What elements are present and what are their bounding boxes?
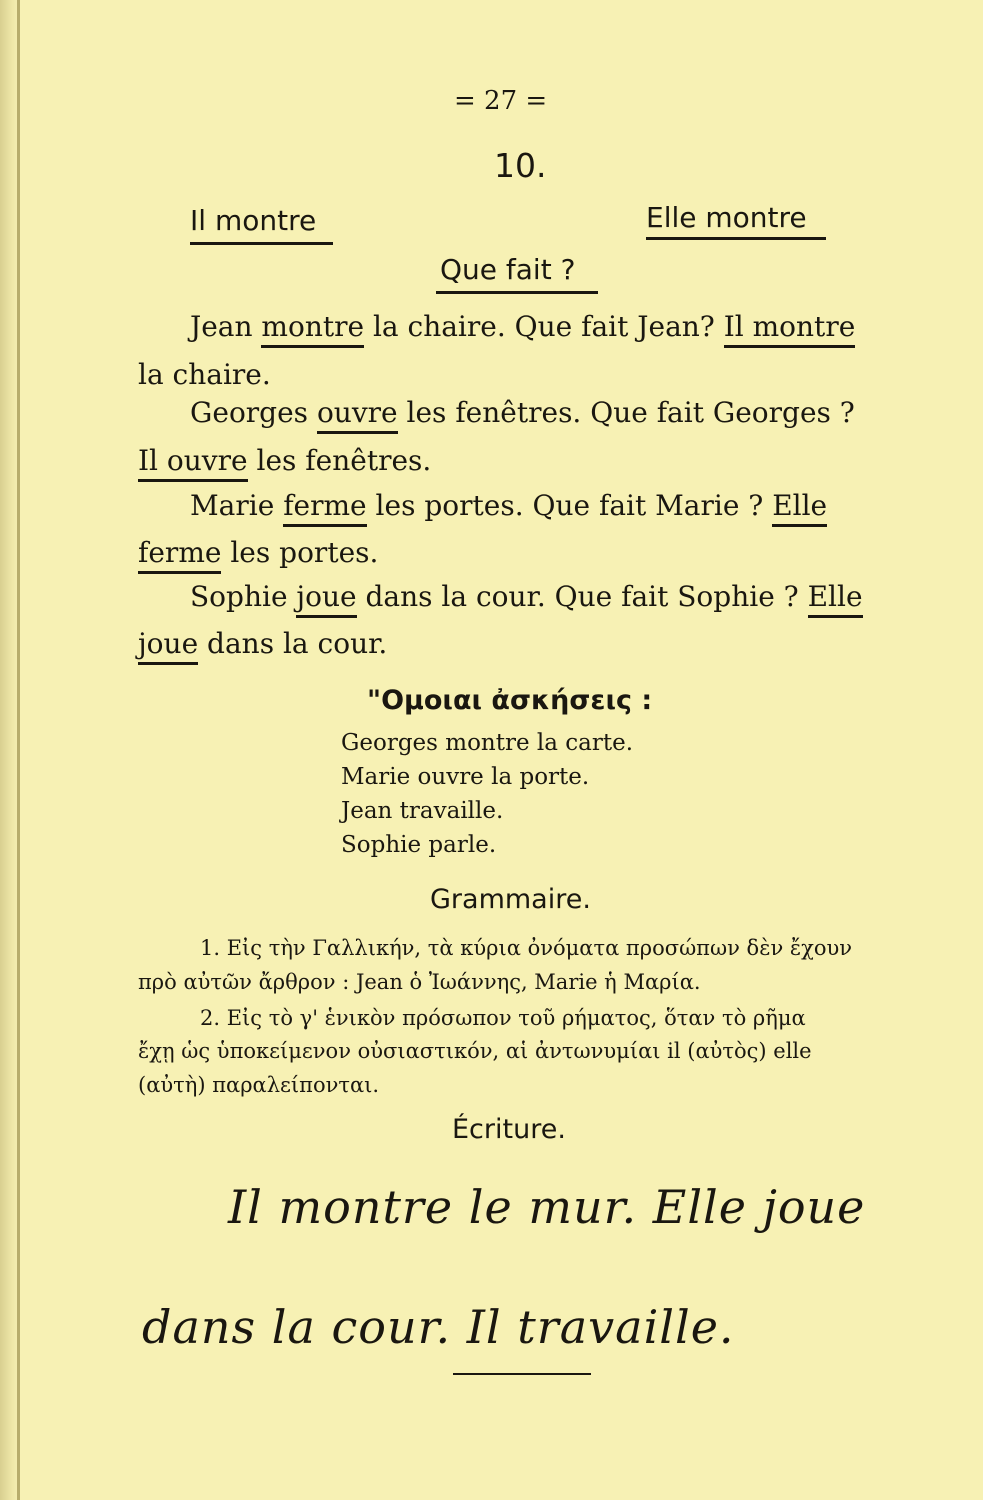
text-span: dans la cour. Que fait Sophie ?	[356, 580, 808, 613]
grammar-rule-1-line-2: πρὸ αὐτῶν ἄρθρον : Jean ὁ Ἰωάννης, Marie ἡ Μαρία.	[138, 970, 701, 994]
grammar-rule-2-line-1: 2. Εἰς τὸ γ' ἑνικὸν πρόσωπον τοῦ ρήματος, ὅταν τὸ ρῆμα	[200, 1006, 806, 1030]
heading-elle-montre-rule	[646, 237, 826, 240]
heading-il-montre-rule	[190, 242, 333, 245]
page-number: = 27 =	[454, 86, 548, 116]
text-span: Jean	[190, 310, 262, 343]
exercise-line-2: Marie ouvre la porte.	[341, 764, 590, 790]
underlined-answer: Il montre	[724, 310, 856, 348]
underlined-answer: joue	[138, 627, 198, 665]
text-span: les portes. Que fait Marie ?	[366, 489, 773, 522]
paragraph-4-line-1	[190, 580, 863, 613]
grammar-rule-2-line-2: ἔχῃ ὡς ὑποκείμενον οὐσιαστικόν, αἱ ἀντωνυμίαι il (αὐτὸς) elle	[138, 1039, 812, 1063]
text-span: Marie	[190, 489, 284, 522]
heading-elle-montre: Elle montre	[646, 201, 807, 234]
grammar-rule-2-line-3: (αὐτὴ) παραλείπονται.	[138, 1073, 380, 1097]
heading-que-fait: Que fait ?	[440, 253, 576, 286]
underlined-verb: ouvre	[317, 396, 398, 434]
exercise-line-4: Sophie parle.	[341, 832, 497, 858]
lesson-number: 10.	[494, 146, 547, 185]
text-span: les fenêtres.	[247, 444, 432, 477]
cursive-line-2: dans la cour. Il travaille.	[142, 1300, 735, 1354]
paragraph-2-line-2	[138, 444, 431, 477]
closing-rule	[453, 1373, 591, 1375]
paragraph-1-line-1	[190, 310, 855, 343]
text-span: les portes.	[221, 536, 379, 569]
underlined-answer: ferme	[138, 536, 221, 574]
text-span: Georges	[190, 396, 317, 429]
text-span: la chaire. Que fait Jean?	[364, 310, 724, 343]
paragraph-1-line-2: la chaire.	[138, 358, 271, 391]
paragraph-3-line-1	[190, 489, 827, 522]
grammar-title: Grammaire.	[430, 884, 591, 915]
text-span: Sophie	[190, 580, 297, 613]
underlined-answer: Il ouvre	[138, 444, 248, 482]
heading-il-montre: Il montre	[190, 204, 317, 237]
text-span: les fenêtres. Que fait Georges ?	[397, 396, 855, 429]
writing-title: Écriture.	[452, 1114, 566, 1145]
underlined-verb: montre	[261, 310, 364, 348]
underlined-answer: Elle	[808, 580, 863, 618]
grammar-rule-1-line-1: 1. Εἰς τὴν Γαλλικήν, τὰ κύρια ὀνόματα προσώπων δὲν ἔχουν	[200, 936, 853, 960]
exercises-title: "Ομοιαι ἀσκήσεις :	[367, 685, 653, 716]
exercise-line-1: Georges montre la carte.	[341, 730, 634, 756]
exercise-line-3: Jean travaille.	[341, 798, 504, 824]
binding-edge	[17, 0, 20, 1500]
underlined-verb: joue	[296, 580, 356, 618]
paragraph-4-line-2	[138, 627, 387, 660]
underlined-answer: Elle	[772, 489, 827, 527]
paragraph-2-line-1	[190, 396, 855, 429]
cursive-line-1: Il montre le mur. Elle joue	[228, 1180, 866, 1234]
heading-que-fait-rule	[436, 291, 598, 294]
text-span: dans la cour.	[198, 627, 388, 660]
underlined-verb: ferme	[283, 489, 366, 527]
paragraph-3-line-2	[138, 536, 378, 569]
